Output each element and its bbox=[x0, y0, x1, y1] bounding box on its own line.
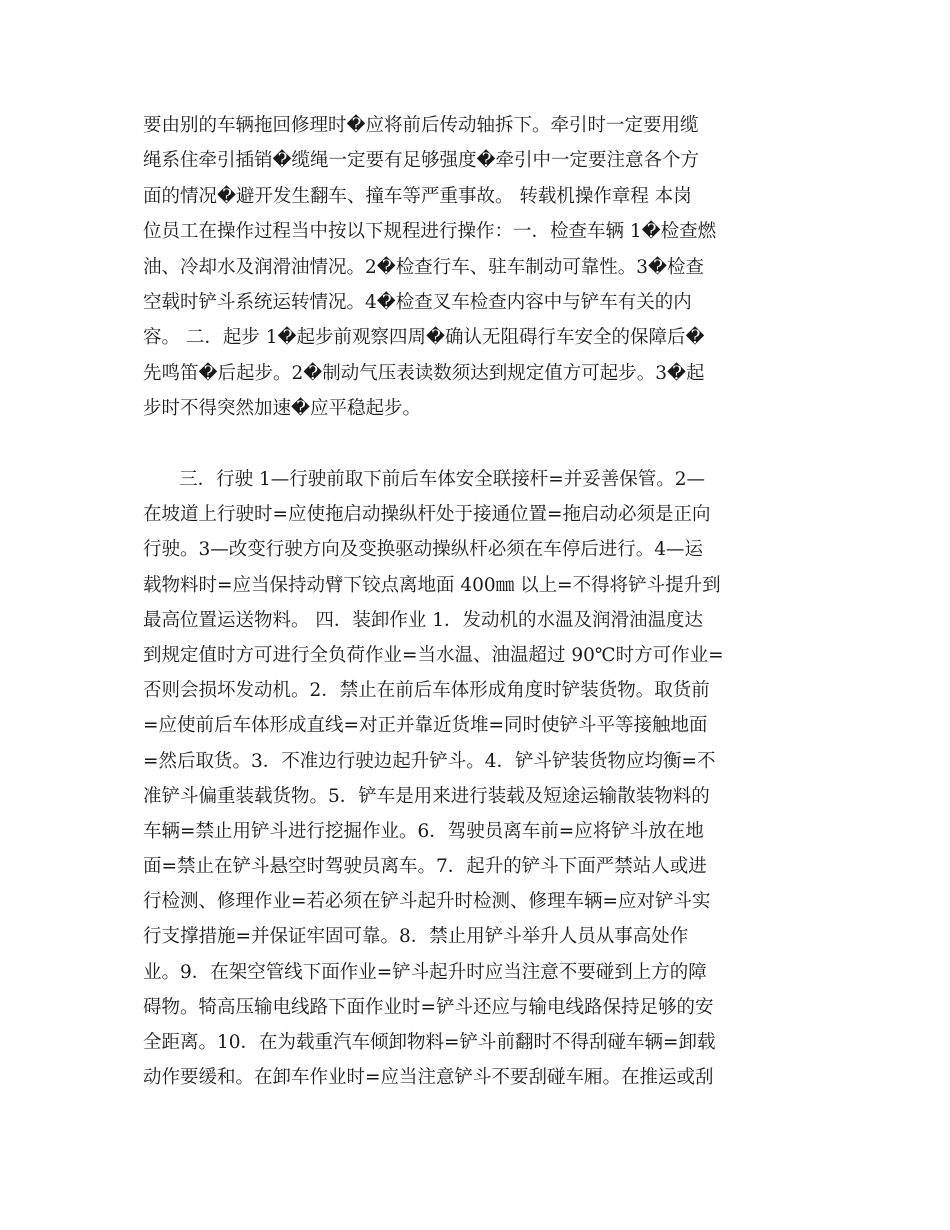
text-line: 在坡道上行驶时=应使拖启动操纵杆处于接通位置=拖启动必须是正向 bbox=[143, 504, 711, 526]
text-line: 最高位置运送物料。 四．装卸作业 1．发动机的水温及润滑油温度达 bbox=[143, 609, 704, 631]
text-line: 载物料时=应当保持动臂下铰点离地面 400㎜ 以上=不得将铲斗提升到 bbox=[143, 574, 721, 596]
paragraph-loader-towing-and-startup bbox=[143, 108, 808, 427]
text-line: 全距离。10．在为载重汽车倾卸物料=铲斗前翻时不得刮碰车辆=卸载 bbox=[143, 1032, 716, 1053]
text-line: 步时不得突然加速�应平稳起步。 bbox=[143, 398, 421, 420]
text-line: 准铲斗偏重装载货物。5．铲车是用来进行装载及短途运输散装物料的 bbox=[143, 785, 710, 807]
text-line: 空载时铲斗系统运转情况。4�检查叉车检查内容中与铲车有关的内 bbox=[143, 291, 692, 313]
text-line: 否则会损坏发动机。2．禁止在前后车体形成角度时铲装货物。取货前 bbox=[143, 680, 710, 702]
text-line: 面=禁止在铲斗悬空时驾驶员离车。7．起升的铲斗下面严禁站人或进 bbox=[143, 856, 707, 878]
text-line: 行检测、修理作业=若必须在铲斗起升时检测、修理车辆=应对铲斗实 bbox=[143, 891, 711, 913]
text-line: =然后取货。3．不准边行驶边起升铲斗。4．铲斗铲装货物应均衡=不 bbox=[143, 750, 716, 772]
text-line: =应使前后车体形成直线=对正并靠近货堆=同时使铲斗平等接触地面 bbox=[143, 715, 708, 737]
text-line: 到规定值时方可进行全负荷作业=当水温、油温超过 90℃时方可作业= bbox=[143, 644, 724, 666]
paragraph-driving-and-loading bbox=[143, 462, 808, 1095]
text-line: 动作要缓和。在卸车作业时=应当注意铲斗不要刮碰车厢。在推运或刮 bbox=[143, 1067, 714, 1089]
text-line: 油、冷却水及润滑油情况。2�检查行车、驻车制动可靠性。3�检查 bbox=[143, 256, 704, 278]
text-line: 行驶。3—改变行驶方向及变换驱动操纵杆必须在车停后进行。4—运 bbox=[143, 539, 704, 561]
text-line: 位员工在操作过程当中按以下规程进行操作：一．检查车辆 1�检查燃 bbox=[143, 221, 717, 243]
text-line: 三．行驶 1—行驶前取下前后车体安全联接杆=并妥善保管。2— bbox=[179, 469, 705, 490]
text-line: 行支撑措施=并保证牢固可靠。8．禁止用铲斗举升人员从事高处作 bbox=[143, 926, 689, 948]
text-line: 面的情况�避开发生翻车、撞车等严重事故。 转载机操作章程 本岗 bbox=[143, 185, 692, 207]
text-line: 车辆=禁止用铲斗进行挖掘作业。6．驾驶员离车前=应将铲斗放在地 bbox=[143, 820, 704, 842]
text-line: 碍物。犄高压输电线路下面作业时=铲斗还应与输电线路保持足够的安 bbox=[143, 996, 714, 1018]
text-line: 先鸣笛�后起步。2�制动气压表读数须达到规定值方可起步。3�起 bbox=[143, 362, 705, 384]
text-line: 要由别的车辆拖回修理时�应将前后传动轴拆下。牵引时一定要用缆 bbox=[143, 115, 699, 136]
text-line: 业。9．在架空管线下面作业=铲斗起升时应当注意不要碰到上方的障 bbox=[143, 961, 707, 983]
text-line: 容。 二．起步 1�起步前观察四周�确认无阻碍行车安全的保障后� bbox=[143, 327, 705, 349]
text-line: 绳系住牵引插销�缆绳一定要有足够强度�牵引中一定要注意各个方 bbox=[143, 150, 699, 172]
